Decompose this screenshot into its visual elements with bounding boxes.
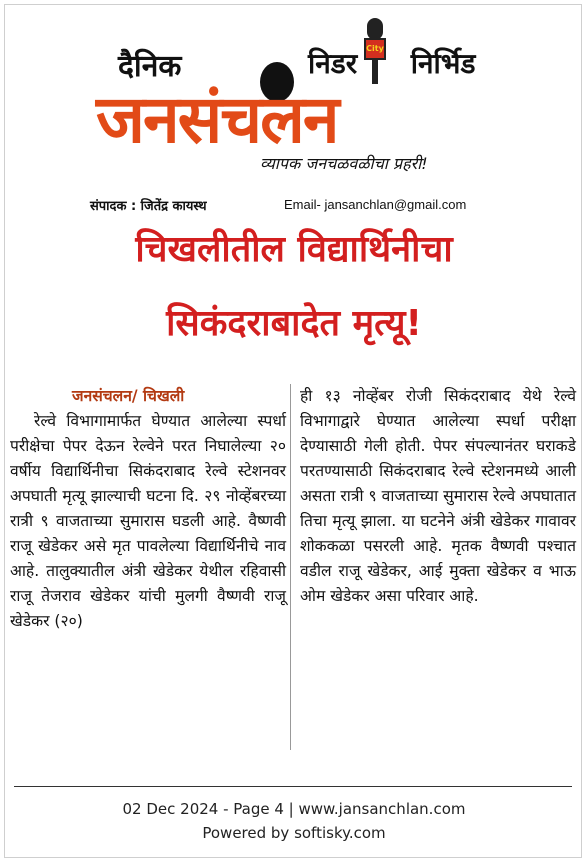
article-column-right [300,384,576,609]
article-right-text: ही १३ नोव्हेंबर रोजी सिकंदराबाद येथे रेल्वे विभागाद्वारे घेण्यात आलेल्या स्पर्धा परीक्षा देण्यासाठी गेली होती. पेपर संपल्यानंतर घराकडे परतण्यासाठी सिकंदराबाद रेल्वे स्टेशनमध्ये आली असता रात्री ९ वाजताच्या सुमारास रेल्वे अपघातात तिचा मृत्यू झाला. या घटनेने अंत्री खेडेकर गावावर शोककळा पसरली आहे. मृतक वैष्णवी पश्चात वडील राजू खेडेकर, आई मुक्ता खेडेकर व भाऊ ओम खेडेकर असा परिवार आहे. [300,387,576,605]
article-left-text: रेल्वे विभागामार्फत घेण्यात आलेल्या स्पर्धा परीक्षेचा पेपर देऊन रेल्वेने परत निघालेल्या २० वर्षीय विद्यार्थिनीचा सिकंदराबाद रेल्वे स्टेशनवर अपघाती मृत्यू झाल्याची घटना दि. २९ नोव्हेंबरच्या रात्री ९ वाजताच्या सुमारास घडली आहे. वैष्णवी राजू खेडेकर असे मृत पावलेल्या विद्यार्थिनीचे नाव आहे. तालुक्यातील अंत्री खेडेकर येथील रहिवासी राजू तेजराव खेडेकर यांची मुलगी वैष्णवी राजू खेडेकर (२०) [10,412,286,630]
footer-powered-by: Powered by softisky.com [202,824,386,842]
masthead-tag-left: निडर [308,47,358,80]
masthead-daily-label: दैनिक [118,49,182,84]
footer-divider [14,786,572,787]
masthead-tag-right: निर्भिड [410,47,476,80]
column-divider [290,384,291,750]
article-byline: जनसंचलन/ चिखली [72,387,185,405]
headline-line-2: सिकंदराबादेत मृत्यू! [166,303,422,344]
editor-label: संपादक : जितेंद्र कायस्थ [90,199,207,214]
newspaper-logo: जनसंचलन [96,81,338,158]
masthead-tagline: व्यापक जनचळवळीचा प्रहरी! [260,154,428,173]
mic-label: City [366,44,384,53]
headline-line-1: चिखलीतील विद्यार्थिनीचा [135,229,453,270]
footer-date-page: 02 Dec 2024 - Page 4 | www.jansanchlan.com [122,800,466,818]
article-column-left [10,384,286,634]
masthead-tagline-top [308,44,475,82]
editor-email: Email- jansanchlan@gmail.com [284,197,467,212]
microphone-icon [364,18,386,84]
masthead [90,10,500,190]
